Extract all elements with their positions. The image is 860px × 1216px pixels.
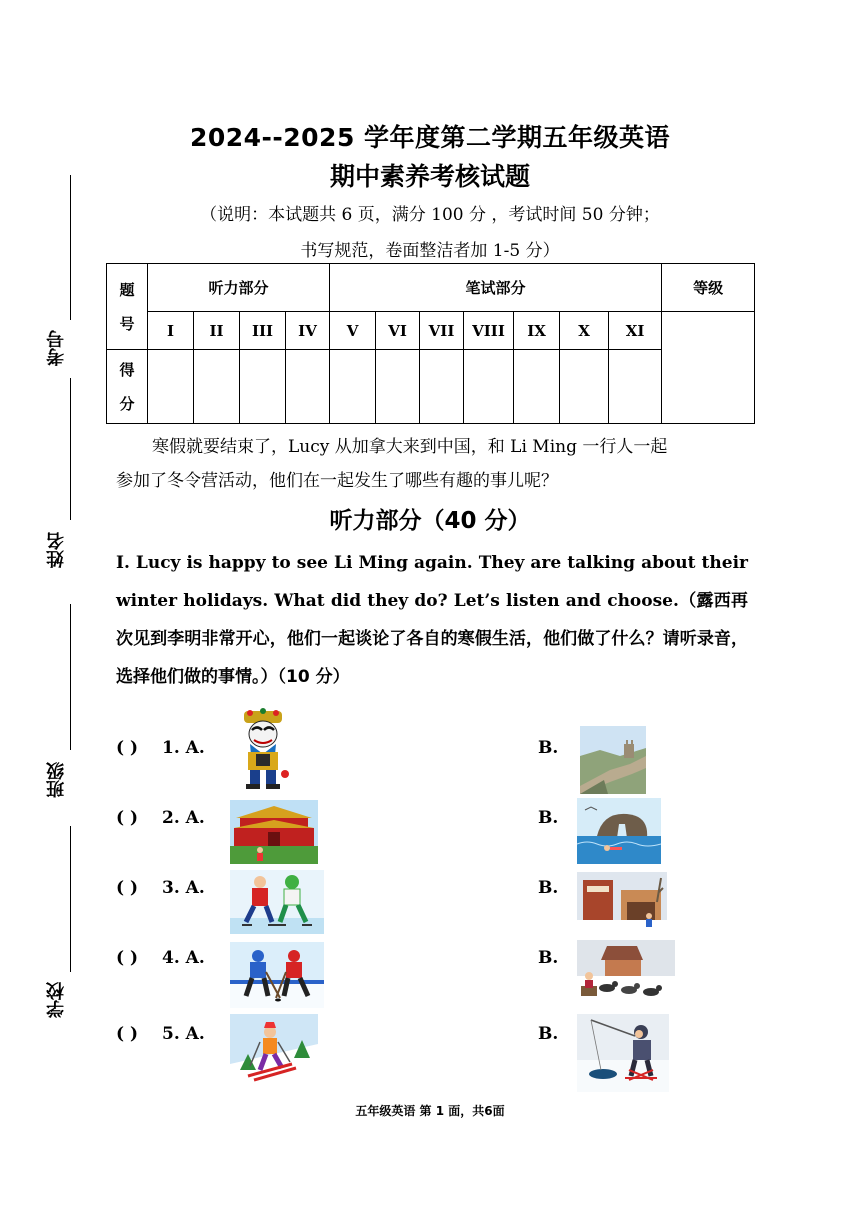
question-1-instructions — [116, 544, 748, 696]
answer-blank[interactable]: ( ) — [116, 948, 139, 968]
section-title: 听力部分（40 分） — [329, 508, 531, 534]
column-label: X — [560, 312, 609, 350]
column-label: VIII — [464, 312, 514, 350]
dog-sledding-image[interactable] — [577, 940, 675, 1010]
question-item-1 — [116, 732, 756, 802]
row-header-score — [107, 350, 148, 424]
grade-header: 等级 — [662, 264, 755, 312]
page-title: 2024--2025 学年度第二学期五年级英语 — [189, 123, 671, 152]
page-footer: 五年级英语 第 1 面，共6面 — [355, 1104, 505, 1118]
score-cell[interactable] — [286, 350, 330, 424]
column-label: III — [240, 312, 286, 350]
exam-note-line2: 书写规范，卷面整洁者加 1-5 分） — [300, 241, 560, 261]
item-number: 1. A. — [162, 738, 205, 758]
option-b-label: B. — [538, 738, 559, 758]
class-label: 班级 — [46, 762, 67, 798]
option-b-label: B. — [538, 1024, 559, 1044]
intro-line2: 参加了冬令营活动，他们在一起发生了哪些有趣的事儿呢？ — [116, 471, 558, 491]
ice-skating-image[interactable] — [230, 870, 324, 934]
swimming-sea-image[interactable] — [577, 798, 661, 864]
score-cell[interactable] — [194, 350, 240, 424]
score-cell[interactable] — [609, 350, 662, 424]
column-label: VI — [376, 312, 420, 350]
score-cell[interactable] — [240, 350, 286, 424]
score-cell[interactable] — [420, 350, 464, 424]
name-label: 姓名 — [46, 532, 67, 568]
column-label: VII — [420, 312, 464, 350]
written-header: 笔试部分 — [330, 264, 662, 312]
peking-opera-figure-image[interactable] — [230, 708, 296, 792]
item-number: 3. A. — [162, 878, 205, 898]
row-header-char: 得 — [119, 360, 135, 379]
score-cell[interactable] — [514, 350, 560, 424]
school-label: 学校 — [46, 982, 67, 1018]
score-cell[interactable] — [560, 350, 609, 424]
row-header-number — [107, 264, 148, 350]
row-header-char: 号 — [119, 314, 135, 333]
option-b-label: B. — [538, 808, 559, 828]
row-header-char: 分 — [119, 394, 135, 413]
answer-blank[interactable]: ( ) — [116, 808, 139, 828]
school-gate-snow-image[interactable] — [577, 872, 667, 936]
exam-note-line1: （说明：本试题共 6 页，满分 100 分 ，考试时间 50 分钟； — [200, 205, 660, 225]
school-line — [70, 826, 71, 972]
column-label: IV — [286, 312, 330, 350]
exam-no-line — [70, 175, 71, 320]
item-number: 2. A. — [162, 808, 205, 828]
answer-blank[interactable]: ( ) — [116, 878, 139, 898]
great-wall-image[interactable] — [580, 726, 646, 794]
skiing-image[interactable] — [230, 1014, 318, 1092]
answer-blank[interactable]: ( ) — [116, 738, 139, 758]
column-label: V — [330, 312, 376, 350]
score-cell[interactable] — [464, 350, 514, 424]
option-b-label: B. — [538, 878, 559, 898]
page-subtitle: 期中素养考核试题 — [329, 162, 530, 191]
ice-fishing-image[interactable] — [577, 1014, 669, 1092]
question-1-text-cn: （露西再次见到李明非常开心，他们一起谈论了各自的寒假生活，他们做了什么？请听录音，选择他们做的事情。）（10 分） — [116, 591, 749, 687]
name-line — [70, 378, 71, 520]
score-cell[interactable] — [330, 350, 376, 424]
question-1-text-en: I. Lucy is happy to see Li Ming again. They are talking about their winter holidays. What did they do? Let’s listen and choose. — [116, 553, 748, 611]
class-line — [70, 604, 71, 750]
score-cell[interactable] — [376, 350, 420, 424]
row-header-char: 题 — [119, 280, 135, 299]
column-label: XI — [609, 312, 662, 350]
score-cell[interactable] — [148, 350, 194, 424]
listening-header: 听力部分 — [148, 264, 330, 312]
column-label: IX — [514, 312, 560, 350]
option-b-label: B. — [538, 948, 559, 968]
column-label: I — [148, 312, 194, 350]
answer-blank[interactable]: ( ) — [116, 1024, 139, 1044]
item-number: 5. A. — [162, 1024, 205, 1044]
column-label: II — [194, 312, 240, 350]
item-number: 4. A. — [162, 948, 205, 968]
tiananmen-square-image[interactable] — [230, 800, 318, 864]
intro-line1: 寒假就要结束了，Lucy 从加拿大来到中国，和 Li Ming 一行人一起 — [152, 437, 668, 457]
grade-cell[interactable] — [662, 312, 755, 424]
exam-no-label: 考号 — [46, 330, 67, 366]
score-table — [106, 263, 755, 424]
ice-hockey-image[interactable] — [230, 942, 324, 1008]
